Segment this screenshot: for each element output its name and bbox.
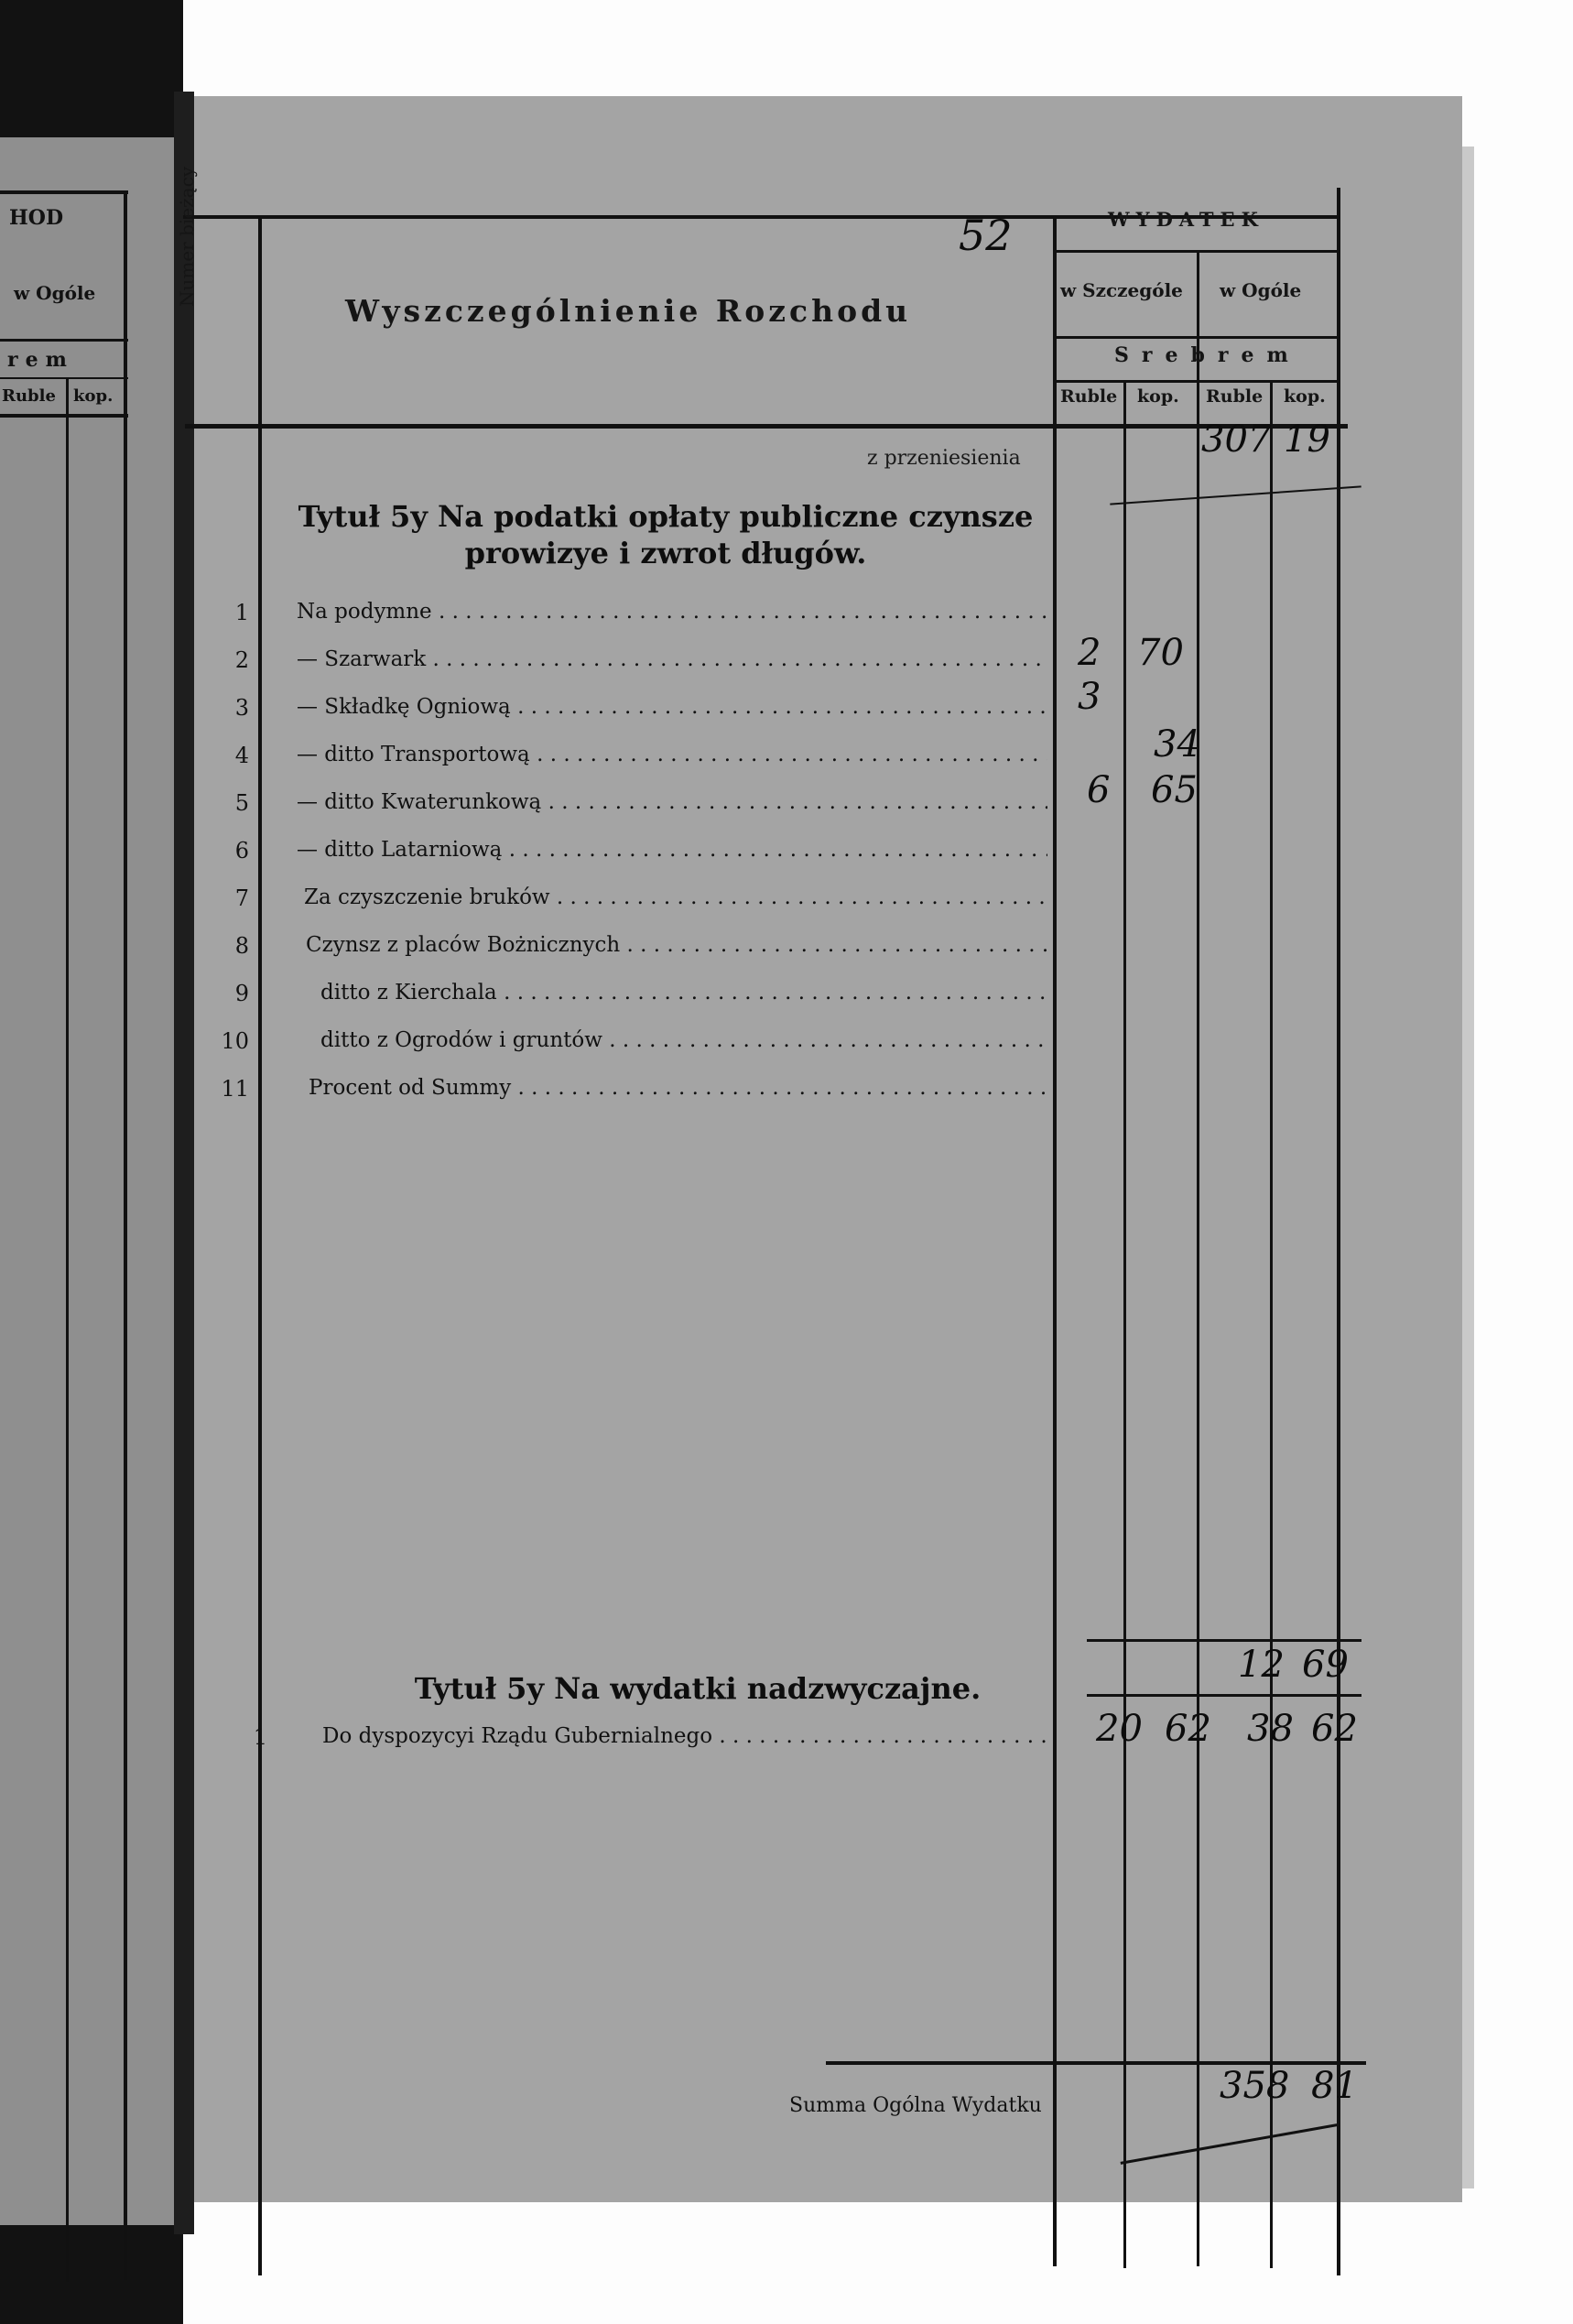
detail-unit-ruble: Ruble: [1060, 386, 1118, 407]
left-unit-ruble: Ruble: [2, 386, 56, 406]
row-amount-kop: 70: [1137, 632, 1184, 674]
row-label: ditto z Kierchala . . .: [320, 981, 1047, 1005]
page-title: Wyszczególnienie Rozchodu: [345, 293, 912, 329]
row-label: — ditto Transportową . . .: [297, 743, 1047, 766]
row-number: 1: [253, 1724, 267, 1750]
ledger-page: [176, 96, 1462, 2202]
left-page: [0, 137, 174, 2225]
row-amount-rub: 2: [1078, 632, 1101, 674]
handwritten-page-number: 52: [959, 211, 1013, 260]
row-label: — Szarwark . . .: [297, 647, 1047, 671]
detail-total-divider: [1197, 252, 1199, 2266]
row-number: 1: [234, 600, 249, 625]
row-label: — Składkę Ogniową . . .: [297, 695, 1047, 719]
row-number: 8: [234, 933, 249, 959]
row-label: Do dyspozycyi Rządu Gubernialnego . . .: [322, 1724, 1047, 1748]
row-number: 4: [234, 743, 249, 768]
row-label: — ditto Latarniową . . .: [297, 838, 1047, 862]
row-number: 7: [234, 885, 249, 911]
row-total-rub: 38: [1247, 1708, 1294, 1750]
row-amount-rub: 6: [1087, 769, 1111, 811]
detail-unit-kop: kop.: [1137, 386, 1179, 407]
subtotal-rule: [1087, 1639, 1361, 1642]
section2-title: Tytuł 5y Na wydatki nadzwyczajne.: [414, 1671, 982, 1706]
row-number: 2: [234, 647, 249, 673]
section1-title-line1: Tytuł 5y Na podatki opłaty publiczne czynsze: [298, 499, 1034, 534]
row-number: 3: [234, 695, 249, 721]
section2-subtotal-rub: 12: [1238, 1644, 1285, 1686]
grand-total-label: Summa Ogólna Wydatku: [789, 2094, 1042, 2117]
expense-label: WYDATEK: [1108, 208, 1264, 231]
left-unit-kop: kop.: [73, 386, 114, 406]
total-unit-ruble: Ruble: [1206, 386, 1264, 407]
row-amount-kop: 65: [1151, 769, 1198, 811]
row-number: 5: [234, 790, 249, 816]
row-total-kop: 62: [1311, 1708, 1358, 1750]
row-amount-rub: 20: [1096, 1708, 1143, 1750]
carry-total-rub: 307: [1201, 418, 1272, 461]
grand-total-kop: 81: [1311, 2065, 1358, 2107]
left-col-fragment: w Ogóle: [14, 282, 96, 304]
row-label: — ditto Kwaterunkową . . .: [297, 790, 1047, 814]
detail-rub-kop-rule: [1123, 382, 1126, 2268]
row-amount-rub: 3: [1078, 676, 1101, 718]
row-number: 10: [221, 1028, 249, 1054]
detail-label: w Szczególe: [1060, 279, 1183, 301]
header-bottom-rule: [185, 424, 1348, 429]
row-number: 11: [221, 1076, 249, 1102]
grand-total-rub: 358: [1220, 2065, 1290, 2107]
currency-label: Srebrem: [1114, 343, 1301, 367]
total-label: w Ogóle: [1220, 279, 1302, 301]
amount-col-rule: [1053, 215, 1057, 2266]
row-label: Na podymne . . .: [297, 600, 1047, 624]
total-unit-kop: kop.: [1284, 386, 1326, 407]
book-spine: [174, 92, 194, 2234]
total-rub-kop-rule: [1270, 382, 1273, 2268]
row-label: Procent od Summy . . .: [309, 1076, 1047, 1100]
row-label: Za czyszczenie bruków . . .: [304, 885, 1047, 909]
grand-total-strike: [1121, 2123, 1338, 2165]
number-column-label: Numer bieżący: [176, 166, 198, 307]
right-col-rule: [1337, 188, 1340, 2275]
carry-total-kop: 19: [1284, 418, 1330, 461]
left-currency-fragment: rem: [7, 348, 74, 372]
carry-strike: [1110, 485, 1361, 505]
row-number: 9: [234, 981, 249, 1006]
row-label: Czynsz z placów Bożnicznych . . .: [306, 933, 1047, 957]
row-number: 6: [234, 838, 249, 863]
row-amount-kop: 62: [1165, 1708, 1211, 1750]
left-header-fragment: HOD: [9, 206, 64, 230]
row-amount-kop: 34: [1154, 723, 1200, 766]
section2-subtotal-kop: 69: [1302, 1644, 1349, 1686]
carry-forward-label: z przeniesienia: [867, 447, 1021, 470]
section1-title-line2: prowizye i zwrot długów.: [464, 536, 867, 570]
number-col-rule: [258, 215, 262, 2275]
row-label: ditto z Ogrodów i gruntów . . .: [320, 1028, 1047, 1052]
